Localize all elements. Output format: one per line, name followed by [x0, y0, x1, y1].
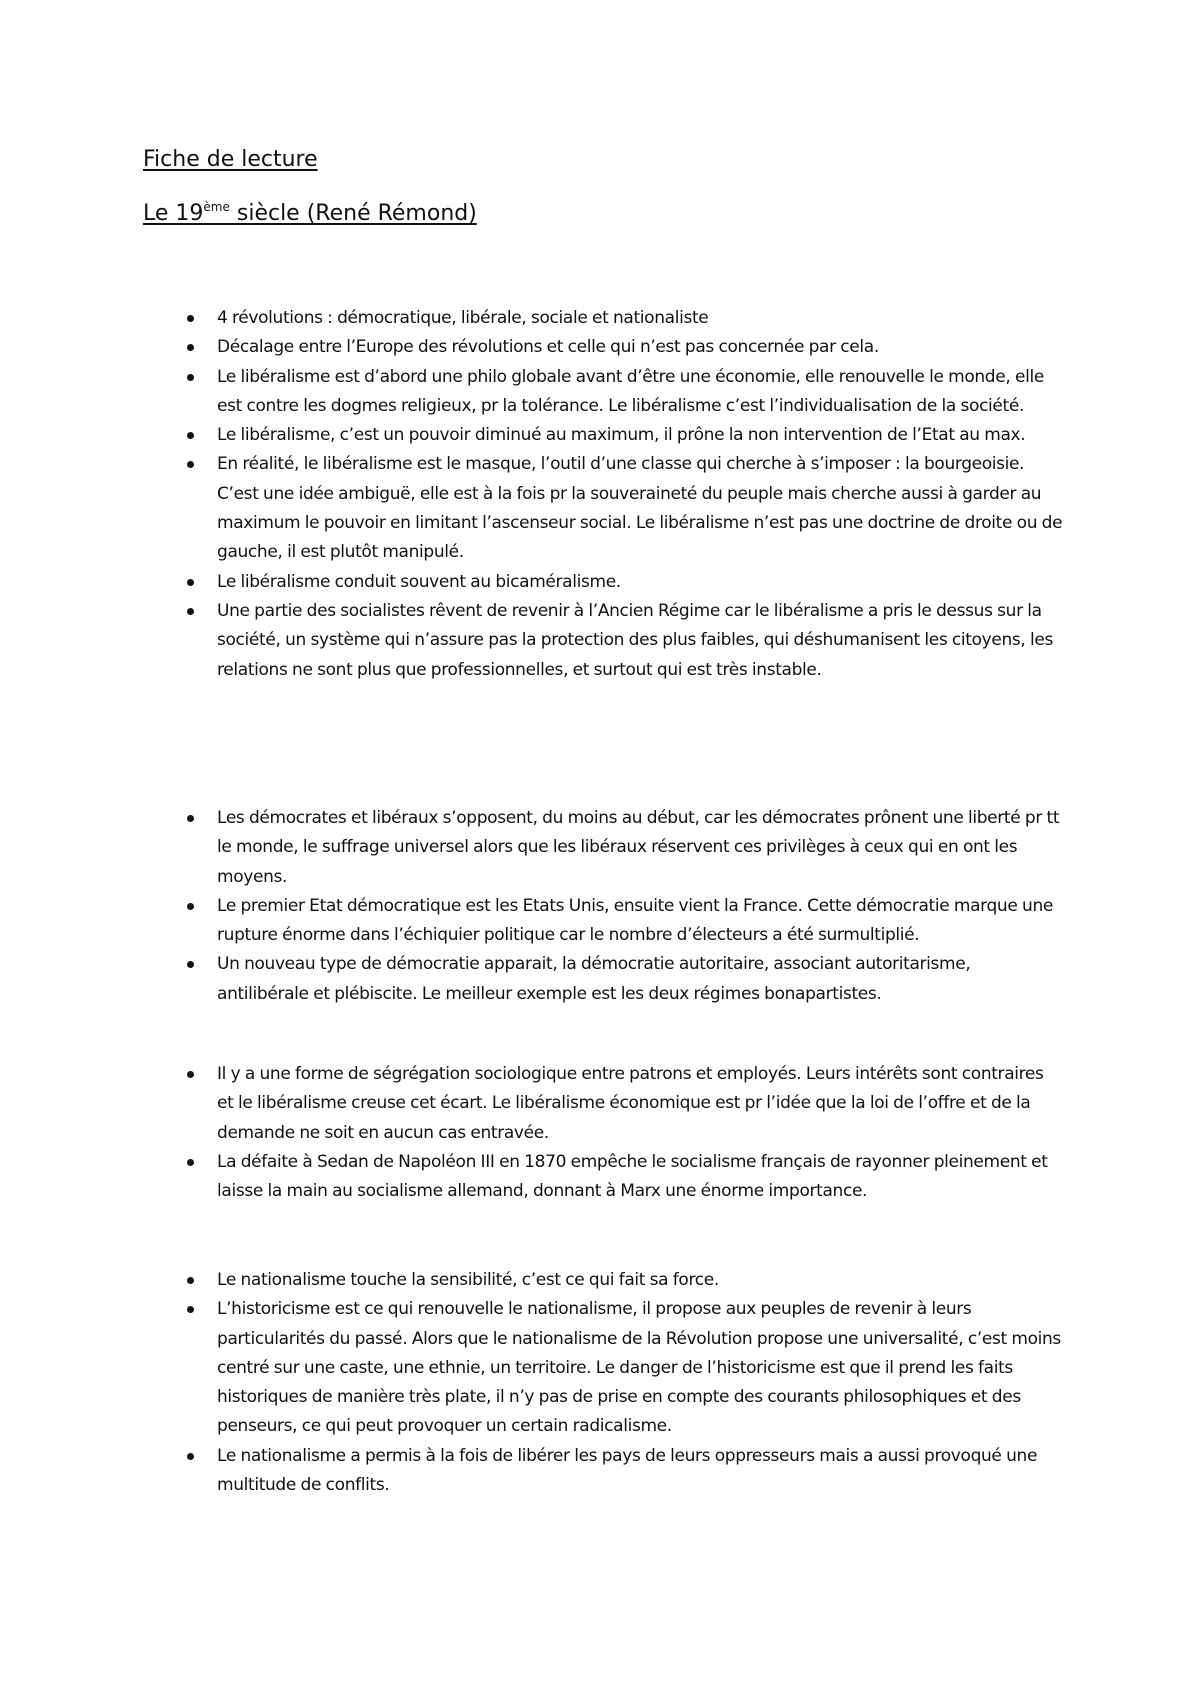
bullet-icon — [187, 432, 194, 439]
document-subtitle — [143, 200, 477, 228]
bullet-icon — [187, 1159, 194, 1166]
list-item-text: Le libéralisme conduit souvent au bicaméralisme. — [217, 571, 621, 592]
list-item — [183, 333, 1063, 362]
document-title: Fiche de lecture — [143, 147, 318, 172]
bullet-icon — [187, 461, 194, 468]
list-item-text: 4 révolutions : démocratique, libérale, sociale et nationaliste — [217, 308, 709, 328]
list-item-text: La défaite à Sedan de Napoléon III en 1870 empêche le socialisme français de rayonner pleinement et laisse la main au socialisme allemand, donnant à Marx une énorme importance. — [217, 1151, 1048, 1202]
list-item-text: Le libéralisme est d’abord une philo globale avant d’être une économie, elle renouvelle le monde, elle est contre les dogmes religieux, pr la tolérance. Le libéralisme c’est l’individualisation de la société. — [217, 366, 1044, 416]
bullet-icon — [187, 315, 194, 322]
list-item — [183, 597, 1063, 685]
list-item — [183, 1266, 1063, 1295]
subtitle-post: siècle (René Rémond) — [229, 201, 477, 226]
bullet-section-liberalism — [183, 304, 1063, 685]
list-item-text: Un nouveau type de démocratie apparait, la démocratie autoritaire, associant autoritarisme, antilibérale et plébiscite. Le meilleur exemple est les deux régimes bonapartistes. — [217, 954, 971, 1004]
list-item — [183, 1295, 1063, 1441]
list-item-text: Le nationalisme a permis à la fois de libérer les pays de leurs oppresseurs mais a aussi provoqué une multitude de conflits. — [217, 1445, 1038, 1496]
subtitle-pre: Le 19 — [143, 201, 204, 226]
bullet-icon — [187, 608, 194, 615]
list-item-text: L’historicisme est ce qui renouvelle le nationalisme, il propose aux peuples de revenir à leurs particularités du passé. Alors que le nationalisme de la Révolution propose une universalité, c’est moins centré sur une caste, une ethnie, un territoire. Le danger de l’historicisme est que il prend les faits historiques de manière très plate, il n’y pas de prise en compte des courants philosophiques et des penseurs, ce qui peut provoquer un certain radicalisme. — [217, 1299, 1061, 1437]
list-item — [183, 892, 1063, 951]
list-item-text: Le nationalisme touche la sensibilité, c’est ce qui fait sa force. — [217, 1270, 719, 1290]
list-item — [183, 304, 1063, 333]
bullet-section-socialism — [183, 1060, 1063, 1206]
bullet-icon — [187, 374, 194, 381]
bullet-icon — [187, 344, 194, 351]
list-item-text: Le premier Etat démocratique est les Etats Unis, ensuite vient la France. Cette démocratie marque une rupture énorme dans l’échiquier politique car le nombre d’électeurs a été surmultiplié. — [217, 895, 1053, 946]
bullet-section-democracy — [183, 804, 1063, 1009]
bullet-icon — [187, 1071, 194, 1078]
bullet-icon — [187, 1277, 194, 1284]
list-item-text: En réalité, le libéralisme est le masque, l’outil d’une classe qui cherche à s’imposer : la bourgeoisie. C’est une idée ambiguë, elle est à la fois pr la souveraineté du peuple mais cherche aussi à garder au maximum le pouvoir en limitant l’ascenseur social. Le libéralisme n’est pas une doctrine de droite ou de gauche, il est plutôt manipulé. — [217, 454, 1063, 563]
list-item — [183, 1060, 1063, 1148]
list-item — [183, 1148, 1063, 1207]
list-item — [183, 804, 1063, 892]
bullet-icon — [187, 961, 194, 968]
bullet-icon — [187, 903, 194, 910]
list-item-text: Le libéralisme, c’est un pouvoir diminué au maximum, il prône la non intervention de l’Etat au max. — [217, 425, 1026, 446]
list-item-text: Décalage entre l’Europe des révolutions et celle qui n’est pas concernée par cela. — [217, 337, 879, 358]
list-item — [183, 950, 1063, 1009]
list-item — [183, 568, 1063, 597]
list-item — [183, 363, 1063, 422]
list-item-text: Une partie des socialistes rêvent de revenir à l’Ancien Régime car le libéralisme a pris le dessus sur la société, un système qui n’assure pas la protection des plus faibles, qui déshumanisent les citoyens, les relations ne sont plus que professionnelles, et surtout qui est très instable. — [217, 600, 1053, 680]
list-item — [183, 1442, 1063, 1501]
bullet-icon — [187, 1306, 194, 1313]
bullet-icon — [187, 1453, 194, 1460]
list-item-text: Les démocrates et libéraux s’opposent, du moins au début, car les démocrates prônent une liberté pr tt le monde, le suffrage universel alors que les libéraux réservent ces privilèges à ceux qui en ont les moyens. — [217, 808, 1060, 887]
list-item — [183, 421, 1063, 450]
bullet-section-nationalism — [183, 1266, 1063, 1500]
bullet-icon — [187, 815, 194, 822]
list-item — [183, 450, 1063, 567]
bullet-icon — [187, 579, 194, 586]
subtitle-superscript: ème — [203, 200, 230, 214]
list-item-text: Il y a une forme de ségrégation sociologique entre patrons et employés. Leurs intérêts sont contraires et le libéralisme creuse cet écart. Le libéralisme économique est pr l’idée que la loi de l’offre et de la demande ne soit en aucun cas entravée. — [217, 1064, 1044, 1143]
